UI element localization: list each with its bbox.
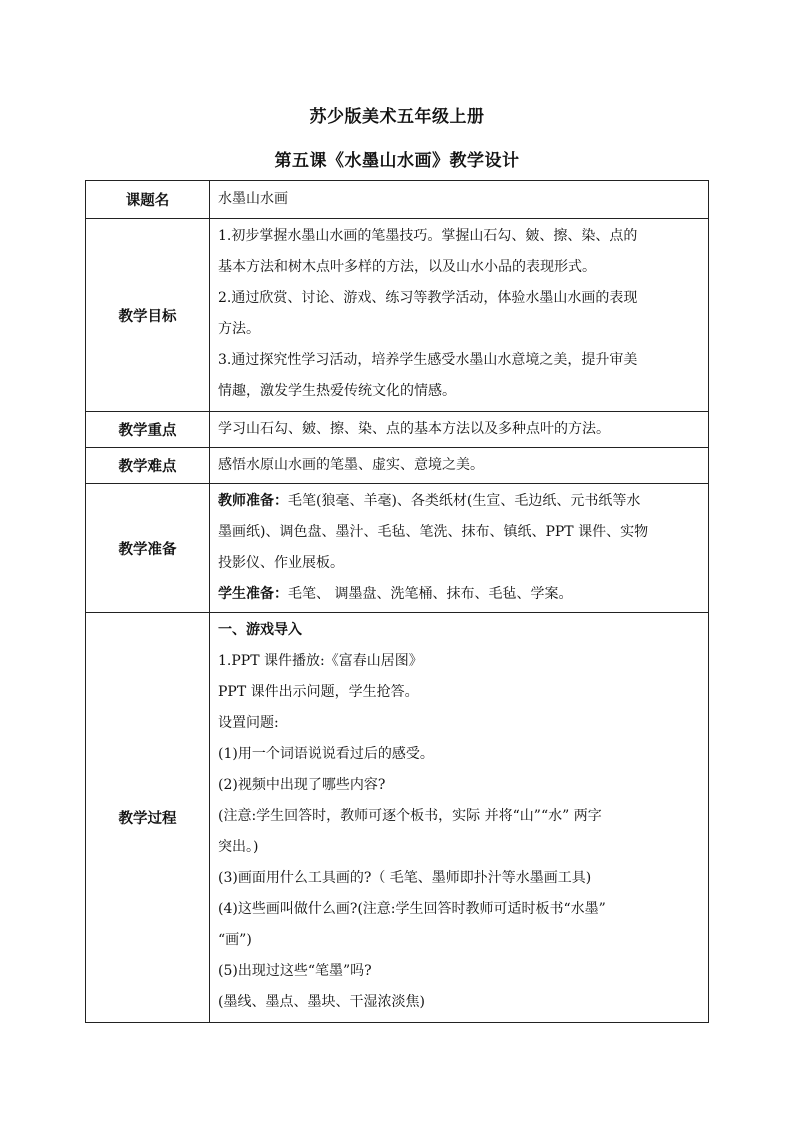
process-section-heading: 一、游戏导入 bbox=[218, 622, 302, 638]
difficulties-text: 感悟水原山水画的笔墨、虚实、意境之美。 bbox=[218, 457, 484, 473]
process-line: 1.PPT 课件播放:《富春山居图》 bbox=[218, 653, 423, 669]
table-row-preparation bbox=[86, 484, 709, 613]
teacher-preparation bbox=[218, 486, 700, 517]
table-row-key-points bbox=[86, 412, 709, 448]
process-line: (2)视频中出现了哪些内容? bbox=[218, 777, 386, 793]
row-label-preparation: 教学准备 bbox=[86, 484, 210, 613]
row-content-preparation bbox=[210, 484, 709, 613]
process-line: (4)这些画叫做什么画?(注意:学生回答时教师可适时板书“水墨” bbox=[218, 901, 606, 917]
key-points-text: 学习山石勾、皴、擦、染、点的基本方法以及多种点叶的方法。 bbox=[218, 421, 610, 437]
table-row-process bbox=[86, 613, 709, 1023]
row-label-key-points: 教学重点 bbox=[86, 412, 210, 448]
student-preparation-tag: 学生准备： bbox=[218, 586, 288, 602]
row-content-topic bbox=[210, 181, 709, 219]
table-row-difficulties bbox=[86, 448, 709, 484]
goal-line: 基本方法和树木点叶多样的方法，以及山水小品的表现形式。 bbox=[218, 259, 596, 275]
row-label-process: 教学过程 bbox=[86, 613, 210, 1023]
lesson-plan-table bbox=[85, 180, 709, 1023]
row-label-goals: 教学目标 bbox=[86, 219, 210, 412]
process-line: PPT 课件出示问题，学生抢答。 bbox=[218, 684, 419, 700]
table-row-topic bbox=[86, 181, 709, 219]
row-label-topic: 课题名 bbox=[86, 181, 210, 219]
teacher-preparation-text: 毛笔(狼毫、羊毫)、各类纸材(生宣、毛边纸、元书纸等水 bbox=[288, 493, 641, 509]
topic-text: 水墨山水画 bbox=[218, 191, 288, 207]
process-line: 突出。) bbox=[218, 839, 259, 855]
row-label-difficulties: 教学难点 bbox=[86, 448, 210, 484]
row-content-process bbox=[210, 613, 709, 1023]
goal-line: 情趣，激发学生热爱传统文化的情感。 bbox=[218, 383, 456, 399]
goal-line: 方法。 bbox=[218, 321, 260, 337]
process-line: (墨线、墨点、墨块、干湿浓淡焦) bbox=[218, 994, 425, 1010]
row-content-goals bbox=[210, 219, 709, 412]
student-preparation-text: 毛笔、 调墨盘、洗笔桶、抹布、毛毡、学案。 bbox=[288, 586, 573, 602]
process-line: (5)出现过这些“笔墨”吗? bbox=[218, 963, 372, 979]
process-line: (3)画面用什么工具画的?（ 毛笔、墨师即扑汁等水墨画工具) bbox=[218, 870, 592, 886]
process-line: (1)用一个词语说说看过后的感受。 bbox=[218, 746, 434, 762]
teacher-preparation-line: 投影仪、作业展板。 bbox=[218, 555, 344, 571]
row-content-key-points bbox=[210, 412, 709, 448]
process-line: 设置问题: bbox=[218, 715, 279, 731]
table-row-goals bbox=[86, 219, 709, 412]
document-title: 苏少版美术五年级上册 bbox=[309, 107, 485, 127]
goal-line: 1.初步掌握水墨山水画的笔墨技巧。掌握山石勾、皴、擦、染、点的 bbox=[218, 228, 638, 244]
goal-line: 2.通过欣赏、讨论、游戏、练习等教学活动，体验水墨山水画的表现 bbox=[218, 290, 638, 306]
goal-line: 3.通过探究性学习活动，培养学生感受水墨山水意境之美，提升审美 bbox=[218, 352, 638, 368]
student-preparation bbox=[218, 579, 700, 610]
row-content-difficulties bbox=[210, 448, 709, 484]
process-line: (注意:学生回答时，教师可逐个板书，实际 并将“山”“水” 两字 bbox=[218, 808, 602, 824]
process-line: “画”) bbox=[218, 932, 252, 948]
teacher-preparation-line: 墨画纸)、调色盘、墨汁、毛毡、笔洗、抹布、镇纸、PPT 课件、实物 bbox=[218, 524, 649, 540]
teacher-preparation-tag: 教师准备： bbox=[218, 493, 288, 509]
lesson-title: 第五课《水墨山水画》教学设计 bbox=[274, 151, 520, 171]
